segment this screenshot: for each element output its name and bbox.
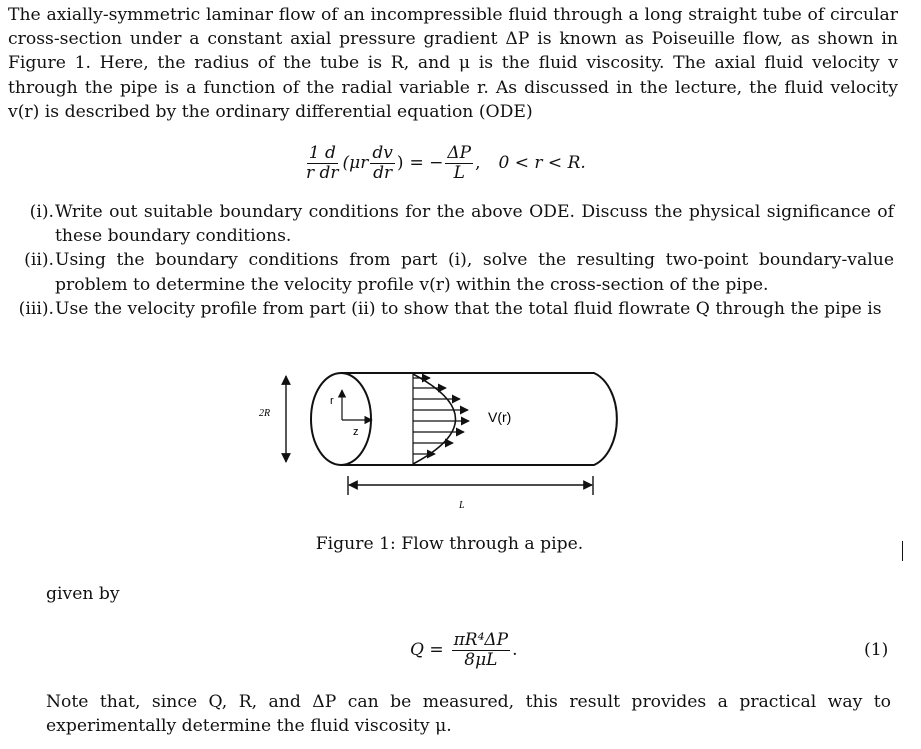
question-item (8, 200, 894, 248)
ode-domain: 0 < r < R. (498, 153, 586, 173)
question-text: Use the velocity profile from part (ii) to show that the total fluid flowrate Q through the pipe is (55, 298, 882, 319)
question-text: Write out suitable boundary conditions for the above ODE. Discuss the physical significance of these boundary conditions. (55, 202, 894, 247)
flowrate-fraction (452, 631, 511, 670)
given-by-text: given by (46, 584, 120, 604)
ode-inner-denominator: dr (373, 162, 393, 183)
question-item (8, 297, 894, 321)
ode-comma: , (475, 153, 481, 173)
question-marker: (i). (29, 202, 54, 222)
pipe-figure (250, 364, 640, 524)
ode-rhs-fraction (445, 144, 473, 183)
question-text: Using the boundary conditions from part (i), solve the resulting two-point boundary-value problem to determine the velocity profile v(r) within the cross-section of the pipe. (55, 250, 894, 295)
ode-inner-numerator: dv (372, 142, 393, 163)
flowrate-denominator: 8μL (464, 649, 498, 670)
equation-number: (1) (864, 640, 889, 660)
ode-outer-fraction (304, 144, 341, 183)
pipe-inlet-ellipse (311, 373, 371, 465)
ode-rhs-denominator: L (453, 162, 465, 183)
question-marker: (iii). (18, 298, 54, 319)
ode-inner-fraction (370, 144, 395, 183)
pipe-outline (341, 373, 617, 465)
question-list (8, 200, 894, 321)
ode-equals: = − (409, 153, 444, 173)
velocity-arrows (413, 378, 469, 454)
flowrate-lhs: Q = (410, 640, 444, 660)
velocity-label: V(r) (488, 409, 512, 425)
ode-outer-numerator: 1 d (308, 142, 336, 163)
flowrate-equation (410, 622, 518, 678)
diameter-label: 2R (259, 408, 271, 419)
question-marker: (ii). (24, 250, 54, 271)
r-label: r (330, 395, 334, 407)
flowrate-period: . (512, 640, 518, 660)
question-item (8, 248, 894, 296)
length-label: L (459, 500, 465, 511)
ode-outer-denominator: r dr (306, 162, 339, 183)
figure-caption: Figure 1: Flow through a pipe. (315, 534, 584, 554)
note-paragraph: Note that, since Q, R, and ΔP can be measured, this result provides a practical way to experimentally determine the fluid viscosity μ. (46, 692, 891, 737)
ode-rhs-numerator: ΔP (447, 142, 472, 163)
intro-paragraph: The axially-symmetric laminar flow of an incompressible fluid through a long straight tube of circular cross-section under a constant axial pressure gradient ΔP is known as Poiseuille flow, as shown in Figure 1. Here, the radius of the tube is R, and μ is the fluid viscosity. The axial fluid velocity v through the pipe is a function of the radial variable r. As discussed in the lecture, the fluid velocity v(r) is described by the ordinary differential equation (ODE) (8, 5, 898, 122)
flowrate-numerator: πR⁴ΔP (453, 629, 509, 650)
ode-paren-close: ) (396, 153, 404, 173)
z-label: z (353, 426, 359, 438)
text-cursor-mark (902, 541, 903, 561)
ode-equation (302, 139, 586, 187)
ode-paren-open: (μr (342, 153, 369, 173)
